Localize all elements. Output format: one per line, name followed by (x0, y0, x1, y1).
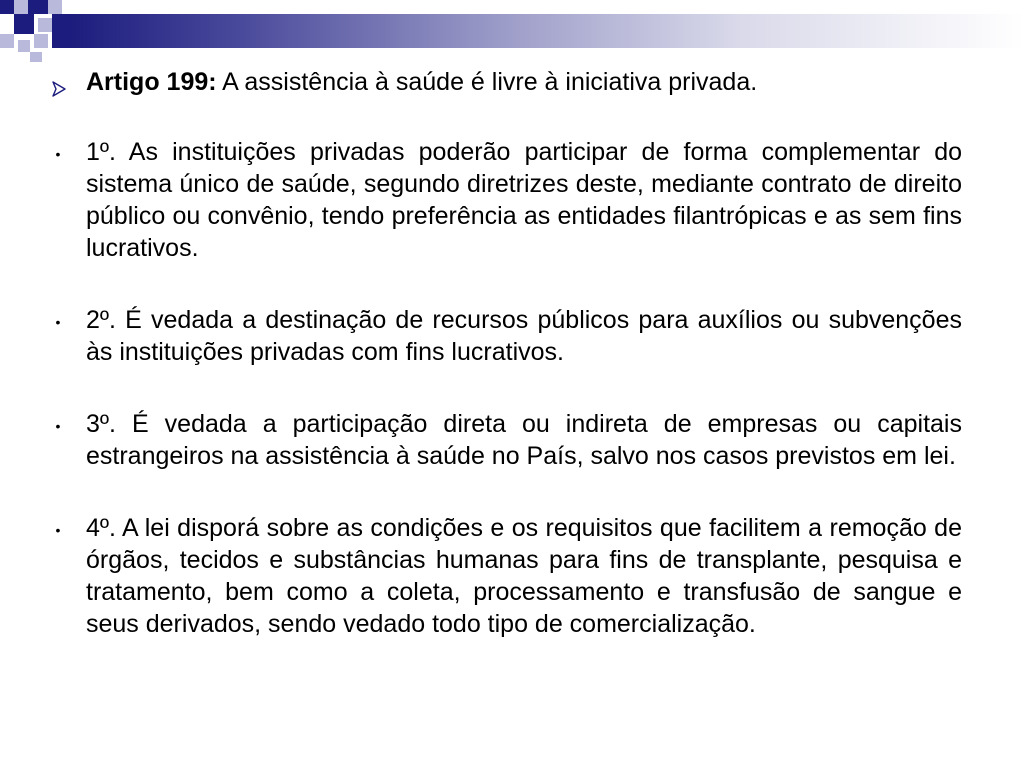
arrow-bullet-icon (52, 73, 66, 89)
slide-content (48, 66, 962, 640)
header-square-dark (52, 14, 70, 48)
paragraph-item (48, 512, 962, 640)
header-square-dark (28, 0, 48, 14)
header-square-light (34, 34, 48, 48)
header-square-light (30, 52, 42, 62)
header-square-light (18, 40, 30, 52)
paragraph-text: 3º. É vedada a participação direta ou indireta de empresas ou capitais estrangeiros na assistência à saúde no País, salvo nos casos previstos em lei. (86, 410, 962, 470)
paragraph-text: 4º. A lei disporá sobre as condições e os requisitos que facilitem a remoção de órgãos, tecidos e substâncias humanas para fins de transplante, pesquisa e tratamento, bem como a coleta, processamento e transfusão de sangue e seus derivados, sendo vedado todo tipo de comercialização. (86, 514, 962, 638)
header-square-light (0, 34, 14, 48)
round-bullet-icon: • (55, 418, 61, 434)
round-bullet-icon: • (55, 146, 61, 162)
article-heading (48, 66, 962, 98)
header-square-dark (14, 14, 34, 34)
header-square-light (38, 18, 52, 32)
paragraph-text: 2º. É vedada a destinação de recursos públicos para auxílios ou subvenções às instituições privadas com fins lucrativos. (86, 306, 962, 366)
paragraph-item (48, 304, 962, 368)
round-bullet-icon: • (55, 522, 61, 538)
paragraph-text: 1º. As instituições privadas poderão participar de forma complementar do sistema único de saúde, segundo diretrizes deste, mediante contrato de direito público ou convênio, tendo preferência as entidades filantrópicas e as sem fins lucrativos. (86, 138, 962, 262)
header-square-dark (0, 0, 14, 14)
header-square-light (14, 0, 28, 14)
paragraph-item (48, 408, 962, 472)
article-text: A assistência à saúde é livre à iniciativa privada. (216, 68, 758, 96)
header-square-light (48, 0, 62, 14)
article-label: Artigo 199: (86, 68, 217, 96)
round-bullet-icon: • (55, 314, 61, 330)
header-gradient-bar (70, 14, 1024, 48)
paragraph-item (48, 136, 962, 264)
